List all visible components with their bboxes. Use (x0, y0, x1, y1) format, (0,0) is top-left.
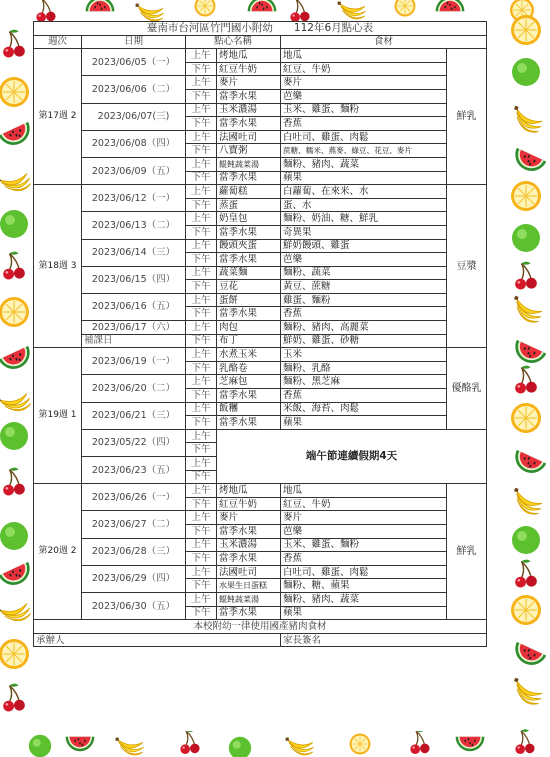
snack-name: 紅豆牛奶 (217, 62, 281, 76)
watermelon-icon (436, 0, 465, 11)
cherry-icon (290, 0, 309, 22)
time-slot: 上午 (186, 592, 217, 606)
date-cell: 2023/06/20（二） (82, 375, 186, 402)
ingredient-cell: 雞蛋、麵粉 (281, 293, 447, 307)
snack-name: 饅頭夾蛋 (217, 239, 281, 253)
cherry-icon (515, 560, 537, 588)
ingredient-cell: 香蕉 (281, 389, 447, 403)
time-slot: 上午 (186, 76, 217, 90)
snack-name: 八寶粥 (217, 144, 281, 158)
date-cell: 2023/06/09（五） (82, 157, 186, 184)
date-cell: 2023/06/08（四） (82, 130, 186, 157)
snack-name: 豆花 (217, 280, 281, 294)
table-row (34, 484, 487, 498)
banana-icon (116, 738, 144, 755)
time-slot: 下午 (186, 524, 217, 538)
snack-name: 當季水果 (217, 89, 281, 103)
snack-name: 芝麻包 (217, 375, 281, 389)
time-slot: 下午 (186, 225, 217, 239)
snack-name: 當季水果 (217, 524, 281, 538)
ingredient-cell: 蔗糖、糯米、燕麥、綠豆、花豆、麥片 (281, 144, 447, 158)
snack-name: 餛飩蔬菜湯 (217, 592, 281, 606)
snack-name: 蒸蛋 (217, 198, 281, 212)
lime-icon (229, 737, 251, 757)
time-slot: 下午 (186, 552, 217, 566)
time-slot: 下午 (186, 62, 217, 76)
ingredient-cell: 蘋果 (281, 416, 447, 430)
footer-note: 本校附幼一律使用國產豬肉食材 (34, 620, 487, 634)
ingredient-cell: 芭樂 (281, 524, 447, 538)
time-slot: 上午 (186, 266, 217, 280)
cherry-icon (3, 684, 25, 712)
lemon-icon (0, 297, 29, 327)
table-row (34, 212, 487, 226)
banana-icon (509, 296, 545, 325)
time-slot: 下午 (186, 470, 217, 484)
snack-name: 布丁 (217, 334, 281, 348)
date-cell: 2023/06/28（三） (82, 538, 186, 565)
date-cell: 2023/06/15（四） (82, 266, 186, 293)
week-label: 第20週 2 (34, 484, 82, 620)
date-cell: 2023/06/07(三) (82, 103, 186, 130)
banana-icon (0, 388, 33, 417)
cherry-icon (3, 30, 25, 58)
lemon-icon (395, 0, 416, 17)
time-slot: 上午 (186, 402, 217, 416)
weekly-drink: 鮮乳 (447, 484, 487, 620)
time-slot: 下午 (186, 171, 217, 185)
time-slot: 下午 (186, 389, 217, 403)
date-cell: 2023/05/22（四） (82, 429, 186, 456)
cherry-icon (3, 468, 25, 496)
table-row (34, 103, 487, 117)
header-week: 週次 (34, 35, 82, 49)
lemon-icon (350, 734, 371, 755)
snack-name: 水煮玉米 (217, 348, 281, 362)
ingredient-cell: 芭樂 (281, 253, 447, 267)
ingredient-cell: 麵粉、豬肉、蔬菜 (281, 592, 447, 606)
banana-icon (0, 168, 33, 197)
snack-name: 當季水果 (217, 253, 281, 267)
watermelon-icon (0, 122, 35, 150)
ingredient-cell: 麵粉、奶油、糖、鮮乳 (281, 212, 447, 226)
time-slot: 上午 (186, 239, 217, 253)
snack-name: 麥片 (217, 76, 281, 90)
cherry-icon (515, 729, 534, 754)
time-slot: 下午 (186, 361, 217, 375)
time-slot: 上午 (186, 511, 217, 525)
table-row (34, 157, 487, 171)
header-ingredient: 食材 (281, 35, 487, 49)
cherry-icon (36, 0, 55, 22)
holiday-notice: 端午節連續假期4天 (217, 429, 487, 483)
ingredient-cell: 麥片 (281, 511, 447, 525)
lemon-icon (511, 595, 541, 625)
time-slot: 下午 (186, 117, 217, 131)
ingredient-cell: 黃豆、蔗糖 (281, 280, 447, 294)
table-row (34, 293, 487, 307)
week-label: 第18週 3 (34, 185, 82, 348)
ingredient-cell: 麵粉、黑芝麻 (281, 375, 447, 389)
date-cell: 2023/06/23（五） (82, 457, 186, 484)
time-slot: 上午 (186, 538, 217, 552)
date-cell: 2023/06/14（三） (82, 239, 186, 266)
ingredient-cell: 奇異果 (281, 225, 447, 239)
time-slot: 下午 (186, 89, 217, 103)
date-cell: 2023/06/06（二） (82, 76, 186, 103)
watermelon-icon (510, 148, 546, 176)
table-row (34, 402, 487, 416)
snack-menu-sheet (33, 21, 486, 731)
snack-name: 玉米濃湯 (217, 103, 281, 117)
snack-menu-table (33, 21, 487, 647)
parent-signature-field[interactable]: 家長簽名 (281, 633, 487, 647)
time-slot: 上午 (186, 130, 217, 144)
snack-name: 玉米濃湯 (217, 538, 281, 552)
ingredient-cell: 香蕉 (281, 307, 447, 321)
snack-name: 當季水果 (217, 552, 281, 566)
date-cell: 2023/06/05（一） (82, 49, 186, 76)
time-slot: 下午 (186, 307, 217, 321)
banana-icon (509, 678, 545, 707)
ingredient-cell: 麥片 (281, 76, 447, 90)
makeup-day-label: 補課日 (82, 334, 186, 348)
table-row (34, 348, 487, 362)
snack-name: 蘿蔔糕 (217, 185, 281, 199)
time-slot: 上午 (186, 348, 217, 362)
lemon-icon (511, 403, 541, 433)
time-slot: 下午 (186, 253, 217, 267)
cherry-icon (410, 729, 429, 754)
time-slot: 上午 (186, 429, 217, 443)
table-row (34, 49, 487, 63)
time-slot: 下午 (186, 280, 217, 294)
time-slot: 下午 (186, 416, 217, 430)
snack-name: 烤地瓜 (217, 484, 281, 498)
table-row (34, 266, 487, 280)
time-slot: 上午 (186, 321, 217, 335)
ingredient-cell: 蛋、水 (281, 198, 447, 212)
header-snack: 點心名稱 (186, 35, 281, 49)
ingredient-cell: 香蕉 (281, 117, 447, 131)
ingredient-cell: 蘋果 (281, 171, 447, 185)
ingredient-cell: 紅豆、牛奶 (281, 497, 447, 511)
snack-name: 紅豆牛奶 (217, 497, 281, 511)
time-slot: 上午 (186, 157, 217, 171)
time-slot: 上午 (186, 49, 217, 63)
table-row (34, 429, 487, 443)
watermelon-icon (456, 737, 485, 751)
lime-icon (0, 522, 28, 550)
table-row (34, 321, 487, 335)
time-slot: 上午 (186, 457, 217, 471)
watermelon-icon (510, 450, 546, 478)
lime-icon (512, 526, 540, 554)
snack-name: 飯糰 (217, 402, 281, 416)
watermelon-icon (0, 562, 35, 590)
time-slot: 下午 (186, 334, 217, 348)
ingredient-cell: 白吐司、雞蛋、肉鬆 (281, 130, 447, 144)
date-cell: 2023/06/27（二） (82, 511, 186, 538)
time-slot: 上午 (186, 484, 217, 498)
weekly-drink: 優酪乳 (447, 348, 487, 430)
snack-name: 蔬菜麵 (217, 266, 281, 280)
time-slot: 上午 (186, 375, 217, 389)
ingredient-cell: 鮮奶饅頭、雞蛋 (281, 239, 447, 253)
banana-icon (509, 488, 545, 517)
ingredient-cell: 蘋果 (281, 606, 447, 620)
date-cell: 2023/06/19（一） (82, 348, 186, 375)
table-row (34, 592, 487, 606)
lemon-icon (195, 0, 216, 17)
ingredient-cell: 米飯、海苔、肉鬆 (281, 402, 447, 416)
header-date: 日期 (82, 35, 186, 49)
banana-icon (338, 2, 366, 19)
weekly-drink: 鮮乳 (447, 49, 487, 185)
cherry-icon (515, 262, 537, 290)
ingredient-cell: 鮮奶、雞蛋、砂糖 (281, 334, 447, 348)
snack-name: 當季水果 (217, 307, 281, 321)
week-label: 第17週 2 (34, 49, 82, 185)
snack-name: 法國吐司 (217, 130, 281, 144)
time-slot: 上午 (186, 185, 217, 199)
ingredient-cell: 玉米、雞蛋、麵粉 (281, 103, 447, 117)
time-slot: 上午 (186, 293, 217, 307)
lime-icon (512, 58, 540, 86)
snack-name: 水果生日蛋糕 (217, 579, 281, 593)
time-slot: 下午 (186, 497, 217, 511)
date-cell: 2023/06/30（五） (82, 592, 186, 619)
page-title: 臺南市台河區竹門國小附幼 112年6月點心表 (34, 22, 487, 36)
ingredient-cell: 香蕉 (281, 552, 447, 566)
date-cell: 2023/06/26（一） (82, 484, 186, 511)
lemon-icon (511, 181, 541, 211)
lime-icon (0, 210, 28, 238)
table-row (34, 511, 487, 525)
snack-name: 奶皇包 (217, 212, 281, 226)
week-label: 第19週 1 (34, 348, 82, 484)
banana-icon (286, 738, 314, 755)
date-cell: 2023/06/21（三） (82, 402, 186, 429)
ingredient-cell: 麵粉、豬肉、高麗菜 (281, 321, 447, 335)
cherry-icon (515, 366, 537, 394)
ingredient-cell: 地瓜 (281, 484, 447, 498)
ingredient-cell: 玉米 (281, 348, 447, 362)
banana-icon (509, 106, 545, 135)
table-row (34, 375, 487, 389)
snack-name: 當季水果 (217, 117, 281, 131)
ingredient-cell: 麵粉、蔬菜 (281, 266, 447, 280)
table-row (34, 239, 487, 253)
table-row (34, 565, 487, 579)
time-slot: 下午 (186, 443, 217, 457)
lime-icon (0, 422, 28, 450)
time-slot: 上午 (186, 103, 217, 117)
ingredient-cell: 紅豆、牛奶 (281, 62, 447, 76)
snack-name: 當季水果 (217, 606, 281, 620)
table-row (34, 538, 487, 552)
watermelon-icon (86, 0, 115, 11)
time-slot: 下午 (186, 579, 217, 593)
ingredient-cell: 芭樂 (281, 89, 447, 103)
date-cell: 2023/06/17（六） (82, 321, 186, 335)
watermelon-icon (66, 737, 95, 751)
cherry-icon (3, 252, 25, 280)
snack-name: 當季水果 (217, 389, 281, 403)
date-cell: 2023/06/13（二） (82, 212, 186, 239)
table-row (34, 76, 487, 90)
watermelon-icon (510, 340, 546, 368)
watermelon-icon (248, 0, 277, 11)
banana-icon (136, 4, 164, 21)
cherry-icon (180, 729, 199, 754)
snack-name: 法國吐司 (217, 565, 281, 579)
handler-signature-field[interactable]: 承辦人 (34, 633, 281, 647)
lemon-icon (0, 77, 29, 107)
snack-name: 乳酪卷 (217, 361, 281, 375)
ingredient-cell: 地瓜 (281, 49, 447, 63)
weekly-drink: 豆漿 (447, 185, 487, 348)
time-slot: 上午 (186, 212, 217, 226)
watermelon-icon (510, 642, 546, 670)
time-slot: 下午 (186, 606, 217, 620)
snack-name: 餛飩蔬菜湯 (217, 157, 281, 171)
snack-name: 蛋餅 (217, 293, 281, 307)
ingredient-cell: 白蘿蔔、在來米、水 (281, 185, 447, 199)
ingredient-cell: 麵粉、糖、蘋果 (281, 579, 447, 593)
banana-icon (0, 598, 33, 627)
table-row (34, 185, 487, 199)
snack-name: 當季水果 (217, 416, 281, 430)
time-slot: 上午 (186, 565, 217, 579)
watermelon-icon (0, 346, 35, 374)
date-cell: 2023/06/29（四） (82, 565, 186, 592)
lemon-icon (511, 15, 541, 45)
snack-name: 當季水果 (217, 225, 281, 239)
ingredient-cell: 麵粉、豬肉、蔬菜 (281, 157, 447, 171)
date-cell: 2023/06/16（五） (82, 293, 186, 320)
snack-name: 當季水果 (217, 171, 281, 185)
lime-icon (29, 735, 51, 757)
table-row (34, 130, 487, 144)
time-slot: 下午 (186, 198, 217, 212)
ingredient-cell: 白吐司、雞蛋、肉鬆 (281, 565, 447, 579)
ingredient-cell: 玉米、雞蛋、麵粉 (281, 538, 447, 552)
snack-name: 肉包 (217, 321, 281, 335)
snack-name: 麥片 (217, 511, 281, 525)
lime-icon (512, 224, 540, 252)
lemon-icon (0, 639, 29, 669)
date-cell: 2023/06/12（一） (82, 185, 186, 212)
ingredient-cell: 麵粉、乳酪 (281, 361, 447, 375)
time-slot: 下午 (186, 144, 217, 158)
table-row (34, 334, 487, 348)
snack-name: 烤地瓜 (217, 49, 281, 63)
